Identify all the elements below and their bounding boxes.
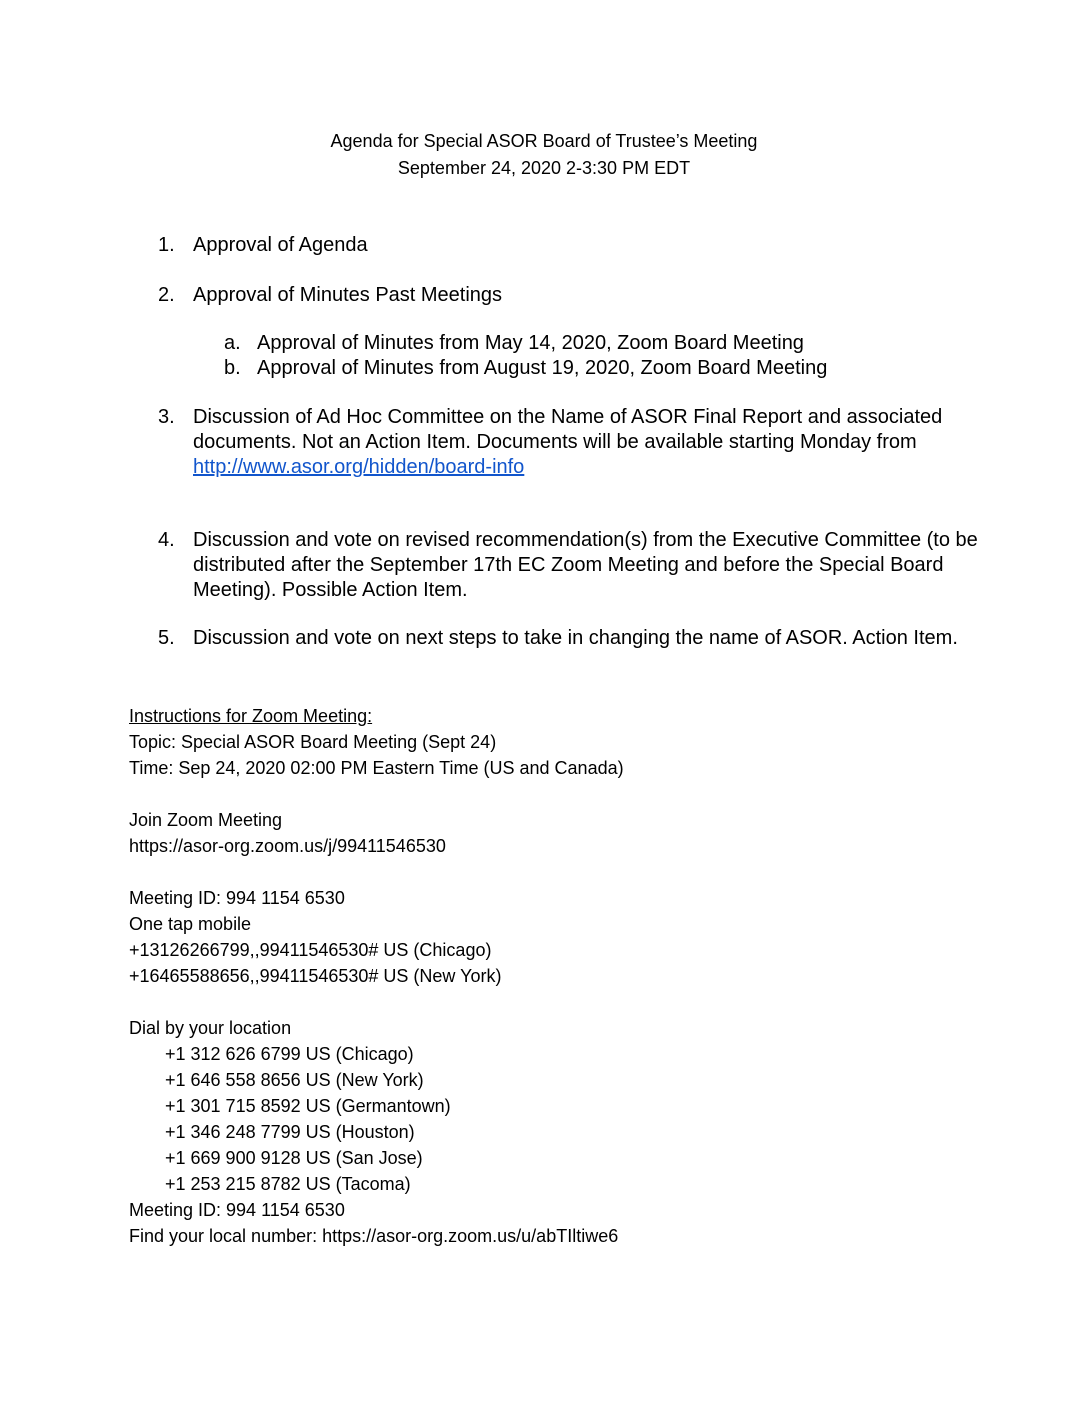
agenda-item-number: 1.: [158, 234, 175, 256]
dial-number: +1 669 900 9128 US (San Jose): [165, 1148, 423, 1168]
dial-number: +1 346 248 7799 US (Houston): [165, 1122, 415, 1142]
meeting-id: Meeting ID: 994 1154 6530: [129, 888, 345, 908]
agenda-item-number: 5.: [158, 627, 175, 649]
dial-number: +1 646 558 8656 US (New York): [165, 1070, 424, 1090]
dial-number: +1 301 715 8592 US (Germantown): [165, 1096, 451, 1116]
zoom-instructions: [129, 703, 1029, 1249]
agenda-item-number: 4.: [158, 529, 175, 551]
dial-number: +1 253 215 8782 US (Tacoma): [165, 1174, 411, 1194]
dial-number: +1 312 626 6799 US (Chicago): [165, 1044, 414, 1064]
one-tap-label: One tap mobile: [129, 914, 252, 934]
agenda-subitem-letter: b.: [224, 357, 241, 379]
meeting-date: September 24, 2020 2-3:30 PM EDT: [397, 158, 691, 178]
document-title: Agenda for Special ASOR Board of Trustee’s Meeting: [330, 131, 758, 151]
agenda-item-text: [193, 405, 983, 480]
agenda-item-text: Discussion and vote on revised recommendation(s) from the Executive Committee (to be distributed after the September 17th EC Zoom Meeting and before the Special Board Meeting). Possible Action Item.: [193, 529, 978, 601]
document-header: [0, 128, 1088, 182]
agenda-item-number: 3.: [158, 406, 175, 428]
one-tap-number: +16465588656,,99411546530# US (New York): [129, 966, 502, 986]
board-info-link[interactable]: http://www.asor.org/hidden/board-info: [193, 456, 525, 478]
agenda-subitem-letter: a.: [224, 332, 241, 354]
join-zoom-url: https://asor-org.zoom.us/j/99411546530: [129, 836, 446, 856]
meeting-id-repeat: Meeting ID: 994 1154 6530: [129, 1200, 345, 1220]
agenda-item-number: 2.: [158, 284, 175, 306]
agenda-item-3-body: Discussion of Ad Hoc Committee on the Name of ASOR Final Report and associated documents. Not an Action Item. Documents will be available starting Monday from: [193, 406, 943, 453]
spacer: [129, 781, 1029, 807]
spacer: [129, 989, 1029, 1015]
agenda-subitem-text: Approval of Minutes from August 19, 2020, Zoom Board Meeting: [257, 357, 828, 379]
zoom-topic: Topic: Special ASOR Board Meeting (Sept 24): [129, 732, 497, 752]
zoom-time: Time: Sep 24, 2020 02:00 PM Eastern Time (US and Canada): [129, 758, 624, 778]
local-number-lookup: Find your local number: https://asor-org.zoom.us/u/abTIltiwe6: [129, 1226, 619, 1246]
agenda-item-text: Approval of Minutes Past Meetings: [193, 284, 503, 306]
join-zoom-label: Join Zoom Meeting: [129, 810, 283, 830]
dial-by-location-label: Dial by your location: [129, 1018, 292, 1038]
one-tap-number: +13126266799,,99411546530# US (Chicago): [129, 940, 492, 960]
spacer: [129, 859, 1029, 885]
agenda-subitem-text: Approval of Minutes from May 14, 2020, Zoom Board Meeting: [257, 332, 804, 354]
agenda-item-text: Discussion and vote on next steps to take in changing the name of ASOR. Action Item.: [193, 627, 958, 649]
agenda-item-text: Approval of Agenda: [193, 234, 368, 256]
zoom-instructions-heading: Instructions for Zoom Meeting:: [129, 706, 373, 726]
